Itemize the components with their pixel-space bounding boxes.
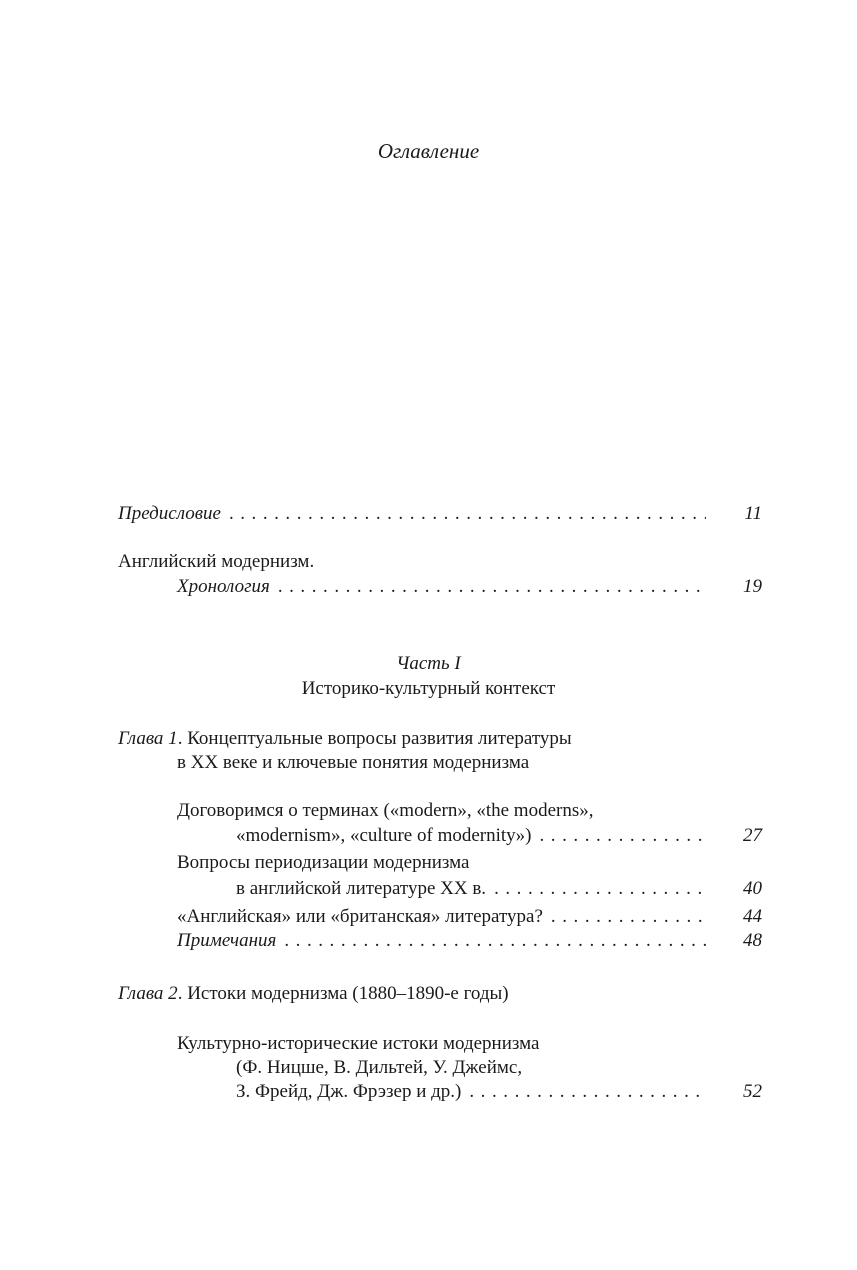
section-label: Договоримся о терминах («modern», «the moderns»,: [177, 800, 594, 821]
page-number: 27: [743, 825, 762, 846]
chapter-title-continued: в XX веке и ключевые понятия модернизма: [177, 752, 530, 773]
page-number: 52: [743, 1081, 762, 1102]
part-subtitle: Историко-культурный контекст: [301, 678, 556, 699]
dot-leader: [278, 576, 706, 598]
section-label: Вопросы периодизации модернизма: [177, 852, 470, 873]
dot-leader: [540, 825, 707, 847]
page-number: 19: [743, 576, 762, 597]
part-label: Часть I: [396, 653, 461, 674]
section-label: «modernism», «culture of modernity»): [236, 825, 532, 846]
page-number: 40: [743, 878, 762, 899]
dot-leader: [284, 930, 706, 952]
section-label: (Ф. Ницше, В. Дильтей, У. Джеймс,: [236, 1057, 523, 1078]
chapter-heading: [118, 728, 572, 750]
page-number: 44: [743, 906, 762, 927]
toc-entry-label: Английский модернизм.: [118, 551, 315, 572]
chapter-title: . Истоки модернизма (1880–1890-е годы): [177, 983, 509, 1004]
toc-entry-preface[interactable]: [118, 503, 706, 525]
dot-leader: [469, 1081, 706, 1103]
dot-leader: [229, 503, 706, 525]
toc-entry-terms[interactable]: [236, 825, 706, 847]
section-label: Культурно-исторические истоки модернизма: [177, 1033, 540, 1054]
chapter-prefix: Глава 1: [118, 728, 178, 749]
section-label: «Английская» или «британская» литература?: [177, 906, 543, 927]
chapter-prefix: Глава 2: [118, 983, 178, 1004]
section-label: Примечания: [177, 930, 277, 951]
toc-entry-label: Хронология: [177, 576, 270, 597]
toc-entry-label: Предисловие: [118, 503, 221, 524]
toc-entry-cultural-origins[interactable]: [236, 1081, 706, 1103]
dot-leader: [494, 878, 706, 900]
page-number: 48: [743, 930, 762, 951]
page-number: 11: [744, 503, 762, 524]
toc-entry-english-british[interactable]: [177, 906, 706, 928]
page-title: Оглавление: [377, 139, 480, 163]
toc-entry-chronology[interactable]: [177, 576, 706, 598]
chapter-heading: [118, 983, 509, 1005]
section-label: З. Фрейд, Дж. Фрэзер и др.): [236, 1081, 462, 1102]
toc-entry-notes[interactable]: [177, 930, 706, 952]
toc-entry-periodization[interactable]: [236, 878, 706, 900]
section-label: в английской литературе XX в.: [236, 878, 487, 899]
dot-leader: [551, 906, 706, 928]
chapter-title: . Концептуальные вопросы развития литературы: [177, 728, 572, 749]
